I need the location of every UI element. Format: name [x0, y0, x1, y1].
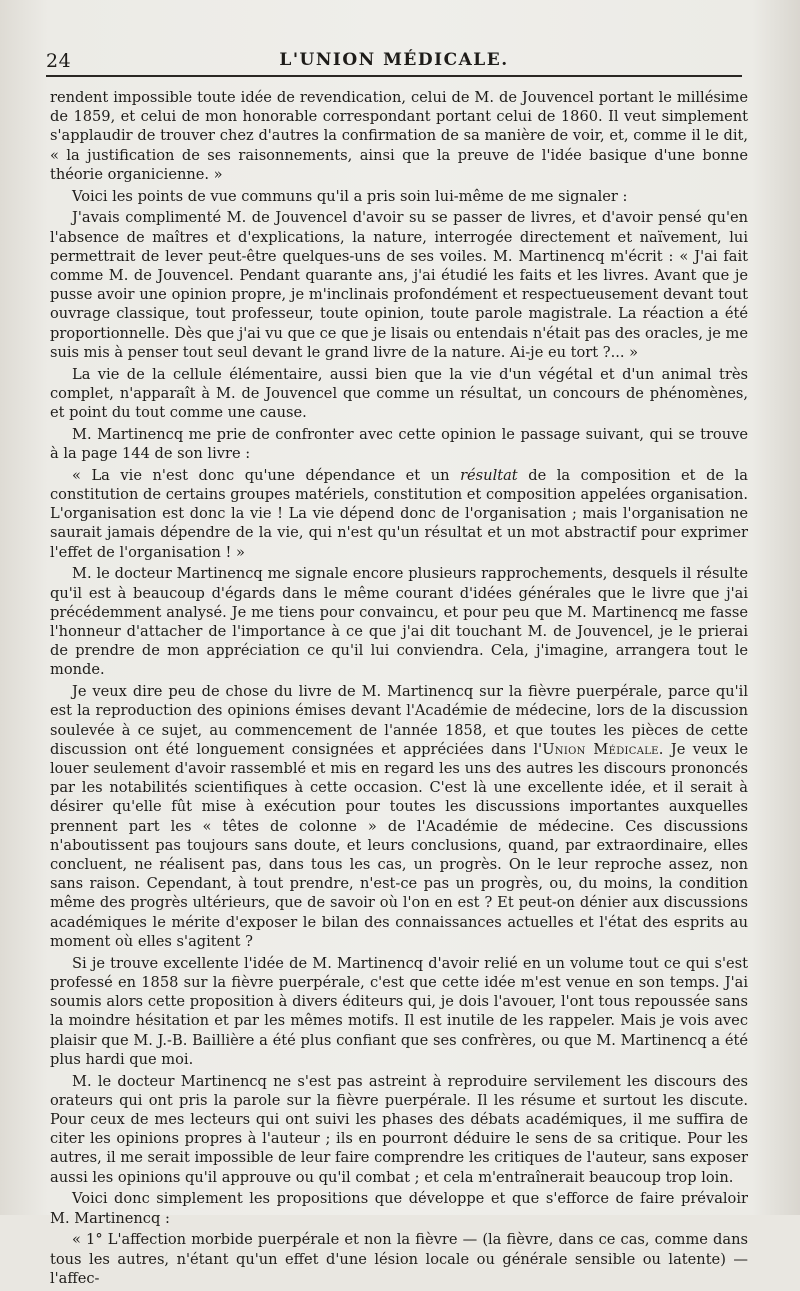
quoted-paragraph: « 1° L'affection morbide puerpérale et non la fièvre — (la fièvre, dans ce cas, comme dans tous les autres, n'étant qu'un effet d'une lésion locale ou générale sensible ou latente) — l'affec-: [50, 1231, 748, 1287]
page-number: 24: [46, 50, 72, 72]
paragraph: Si je trouve excellente l'idée de M. Martinencq d'avoir relié en un volume tout ce qui s'est professé en 1858 sur la fièvre puerpérale, c'est que cette idée m'est venue en son temps. J'ai soumis alors cette proposition à divers éditeurs qui, je dois l'avouer, l'ont tous repoussée sans la moindre hésitation et par les mêmes motifs. Il est inutile de les rappeler. Mais je vois avec plaisir que M. J.-B. Baillière a été plus confiant que ses confrères, ou que M. Martinencq a été plus hardi que moi.: [50, 954, 748, 1068]
paragraph: Voici donc simplement les propositions que développe et que s'efforce de faire prévaloir M. Martinencq :: [50, 1190, 748, 1227]
emphasized-word: résultat: [460, 466, 518, 484]
paragraph: M. le docteur Martinencq ne s'est pas astreint à reproduire servilement les discours des orateurs qui ont pris la parole sur la fièvre puerpérale. Il les résume et surtout les discute. Pour ceux de mes lecteurs qui ont suivi les phases des débats académiques, il me suffira de citer les opinions propres à l'auteur ; ils en pourront déduire le sens de sa critique. Pour les autres, il me serait impossible de leur faire comprendre les critiques de l'auteur, sans exposer aussi les opinions qu'il approuve ou qu'il combat ; et cela m'entraînerait beaucoup trop loin.: [50, 1072, 748, 1186]
page-header: [46, 48, 742, 76]
running-title: L'UNION MÉDICALE.: [279, 50, 509, 70]
paragraph: La vie de la cellule élémentaire, aussi bien que la vie d'un végétal et d'un animal très complet, n'apparaît à M. de Jouvencel que comme un résultat, un concours de phénomènes, et point du tout comme une cause.: [50, 365, 748, 422]
paragraph: M. le docteur Martinencq me signale encore plusieurs rapprochements, desquels il résulte qu'il est à beaucoup d'égards dans le même courant d'idées générales que le livre que j'ai précédemment analysé. Je me tiens pour convaincu, et pour peu que M. Martinencq me fasse l'honneur d'attacher de l'importance à ce que j'ai dit touchant M. de Jouvencel, je le prierai de prendre de mon appréciation ce qu'il lui conviendra. Cela, j'imagine, arrangera tout le monde.: [50, 565, 748, 679]
paragraph: Voici les points de vue communs qu'il a pris soin lui-même de me signaler :: [72, 187, 628, 205]
paragraph: M. Martinencq me prie de confronter avec cette opinion le passage suivant, qui se trouve à la page 144 de son livre :: [50, 425, 748, 463]
journal-name: Union Médicale: [542, 740, 659, 758]
paragraph: J'avais complimenté M. de Jouvencel d'avoir su se passer de livres, et d'avoir pensé qu'en l'absence de maîtres et d'explications, la nature, interrogée directement et naïvement, lui permettrait de lever peut-être quelques-uns de ses voiles. M. Martinencq m'écrit : « J'ai fait comme M. de Jouvencel. Pendant quarante ans, j'ai étudié les faits et les livres. Avant que je pusse avoir une opinion propre, je m'inclinais profondément et respectueusement devant tout ouvrage classique, tout professeur, toute opinion, toute parole magistrale. La réaction a été proportionnelle. Dès que j'ai vu que ce que je lisais ou entendais n'était pas des oracles, je me suis mis à penser tout seul devant le grand livre de la nature. Ai-je eu tort ?... »: [50, 209, 748, 361]
paragraph-continuation: rendent impossible toute idée de revendication, celui de M. de Jouvencel portant le millésime de 1859, et celui de mon honorable correspondant portant celui de 1860. Il veut simplement s'applaudir de trouver chez d'autres la confirmation de sa manière de voir, et, comme il le dit, « la justification de ses raisonnements, ainsi que la preuve de l'idée basique d'une bonne théorie organicienne. »: [50, 89, 748, 183]
quoted-paragraph: « La vie n'est donc qu'une dépendance et un résultat de la composition et de la constitution de certains groupes matériels, constitution et composition appelées organisation. L'organisation est donc la vie ! La vie dépend donc de l'organisation ; mais l'organisation ne saurait jamais dépendre de la vie, qui n'est qu'un résultat et un mot abstractif pour exprimer l'effet de l'organisation ! »: [50, 466, 748, 561]
body-text: [50, 88, 748, 1291]
paragraph: Je veux dire peu de chose du livre de M. Martinencq sur la fièvre puerpérale, parce qu'il est la reproduction des opinions émises devant l'Académie de médecine, lors de la discussion soulevée à ce sujet, au commencement de l'année 1858, et que toutes les pièces de cette discussion ont été longuement consignées et appréciées dans l'Union Médicale. Je veux le louer seulement d'avoir rassemblé et mis en regard les uns des autres les discours prononcés par les notabilités scientifiques à cette occasion. C'est là une excellente idée, et il serait à désirer qu'elle fût mise à exécution pour toutes les discussions importantes auxquelles prennent part les « têtes de colonne » de l'Académie de médecine. Ces discussions n'aboutissent pas toujours sans doute, et leurs conclusions, quand, par extraordinaire, elles concluent, ne réalisent pas, dans tous les cas, un progrès. On le leur reproche assez, non sans raison. Cependant, à tout prendre, n'est-ce pas un progrès, ou, du moins, la condition même des progrès ultérieurs, que de savoir où l'on en est ? Et peut-on dénier aux discussions académiques le mérite d'exposer le bilan des connaissances actuelles et l'état des esprits au moment où elles s'agitent ?: [50, 683, 749, 950]
header-rule: [46, 75, 742, 77]
